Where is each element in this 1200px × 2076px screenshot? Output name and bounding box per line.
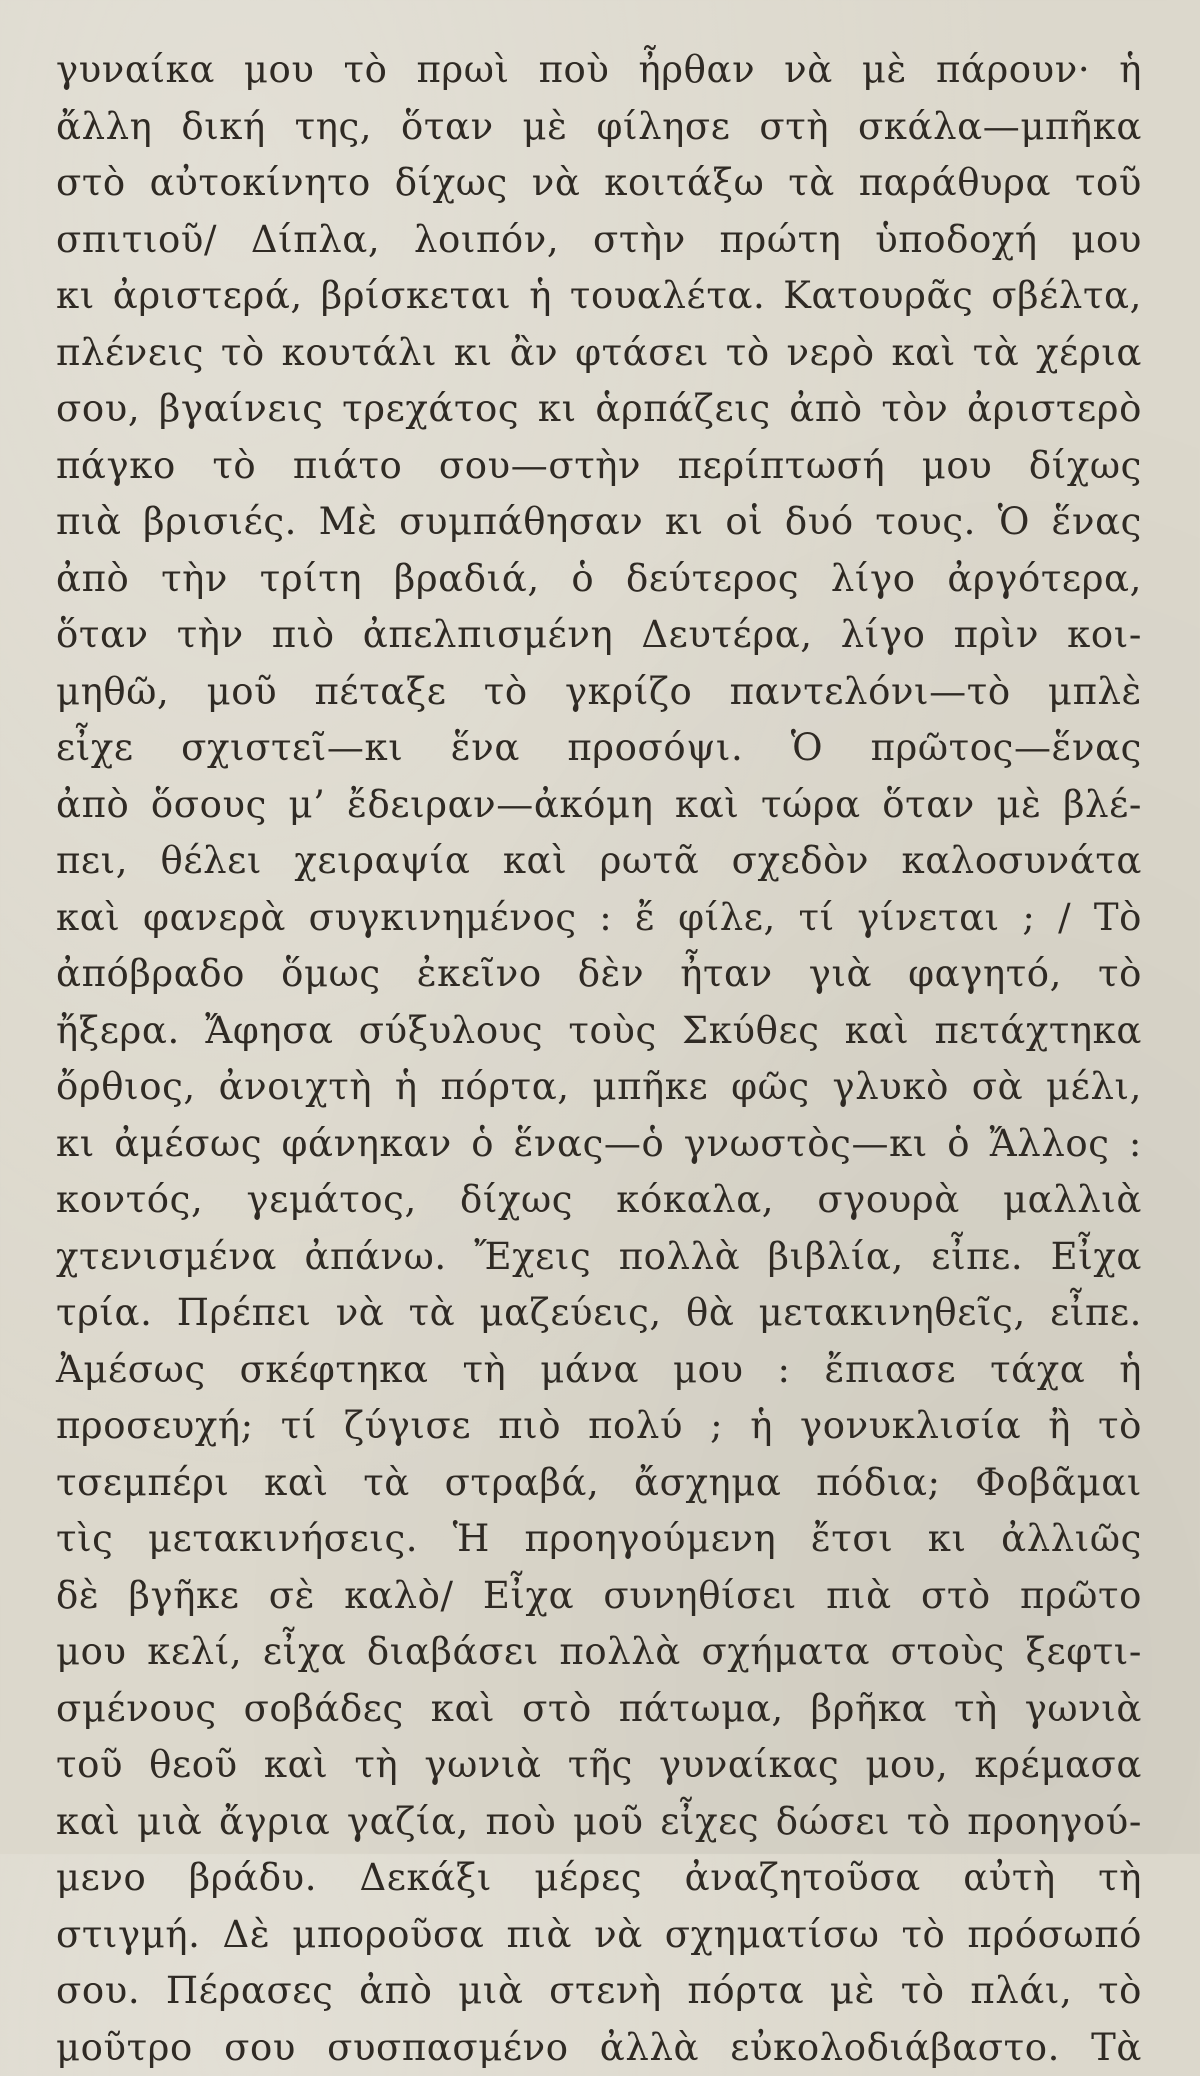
text-line-12: μηθῶ, μοῦ πέταξε τὸ γκρίζο παντελόνι—τὸ μπλὲ xyxy=(56,664,1142,721)
text-line-11: ὅταν τὴν πιὸ ἀπελπισμένη Δευτέρα, λίγο πρὶν κοι- xyxy=(56,607,1142,664)
text-line-31: τοῦ θεοῦ καὶ τὴ γωνιὰ τῆς γυναίκας μου, κρέμασα xyxy=(56,1737,1142,1794)
text-line-27: τὶς μετακινήσεις. Ἡ προηγούμενη ἔτσι κι ἀλλιῶς xyxy=(56,1511,1142,1568)
text-line-19: ὄρθιος, ἀνοιχτὴ ἡ πόρτα, μπῆκε φῶς γλυκὸ σὰ μέλι, xyxy=(56,1059,1142,1116)
text-line-20: κι ἀμέσως φάνηκαν ὁ ἕνας—ὁ γνωστὸς—κι ὁ Ἄλλος : xyxy=(56,1116,1142,1173)
text-line-10: ἀπὸ τὴν τρίτη βραδιά, ὁ δεύτερος λίγο ἀργότερα, xyxy=(56,551,1142,608)
text-line-7: σου, βγαίνεις τρεχάτος κι ἁρπάζεις ἀπὸ τὸν ἀριστερὸ xyxy=(56,381,1142,438)
text-line-33: μενο βράδυ. Δεκάξι μέρες ἀναζητοῦσα αὐτὴ τὴ xyxy=(56,1850,1142,1907)
text-line-1: γυναίκα μου τὸ πρωὶ ποὺ ἦρθαν νὰ μὲ πάρουν· ἡ xyxy=(56,42,1142,99)
text-line-16: καὶ φανερὰ συγκινημένος : ἔ φίλε, τί γίνεται ; / Τὸ xyxy=(56,890,1142,947)
page-text xyxy=(56,42,1142,2076)
text-line-32: καὶ μιὰ ἄγρια γαζία, ποὺ μοῦ εἶχες δώσει τὸ προηγού- xyxy=(56,1794,1142,1851)
text-line-15: πει, θέλει χειραψία καὶ ρωτᾶ σχεδὸν καλοσυνάτα xyxy=(56,833,1142,890)
text-line-2: ἄλλη δική της, ὅταν μὲ φίλησε στὴ σκάλα—μπῆκα xyxy=(56,99,1142,156)
text-line-8: πάγκο τὸ πιάτο σου—στὴν περίπτωσή μου δίχως xyxy=(56,438,1142,495)
text-line-25: προσευχή; τί ζύγισε πιὸ πολύ ; ἡ γονυκλισία ἢ τὸ xyxy=(56,1398,1142,1455)
text-line-18: ἤξερα. Ἄφησα σύξυλους τοὺς Σκύθες καὶ πετάχτηκα xyxy=(56,1003,1142,1060)
text-line-34: στιγμή. Δὲ μποροῦσα πιὰ νὰ σχηματίσω τὸ πρόσωπό xyxy=(56,1907,1142,1964)
text-line-30: σμένους σοβάδες καὶ στὸ πάτωμα, βρῆκα τὴ γωνιὰ xyxy=(56,1681,1142,1738)
text-line-3: στὸ αὐτοκίνητο δίχως νὰ κοιτάξω τὰ παράθυρα τοῦ xyxy=(56,155,1142,212)
text-line-23: τρία. Πρέπει νὰ τὰ μαζεύεις, θὰ μετακινηθεῖς, εἶπε. xyxy=(56,1285,1142,1342)
text-line-17: ἀπόβραδο ὅμως ἐκεῖνο δὲν ἦταν γιὰ φαγητό, τὸ xyxy=(56,946,1142,1003)
text-line-28: δὲ βγῆκε σὲ καλὸ/ Εἶχα συνηθίσει πιὰ στὸ πρῶτο xyxy=(56,1568,1142,1625)
text-line-24: Ἀμέσως σκέφτηκα τὴ μάνα μου : ἔπιασε τάχα ἡ xyxy=(56,1342,1142,1399)
text-line-14: ἀπὸ ὅσους μ’ ἔδειραν—ἀκόμη καὶ τώρα ὅταν μὲ βλέ- xyxy=(56,777,1142,834)
text-line-13: εἶχε σχιστεῖ—κι ἕνα προσόψι. Ὁ πρῶτος—ἕνας xyxy=(56,720,1142,777)
text-line-5: κι ἀριστερά, βρίσκεται ἡ τουαλέτα. Κατουρᾶς σβέλτα, xyxy=(56,268,1142,325)
text-line-4: σπιτιοῦ/ Δίπλα, λοιπόν, στὴν πρώτη ὑποδοχή μου xyxy=(56,212,1142,269)
text-line-36: μοῦτρο σου συσπασμένο ἀλλὰ εὐκολοδιάβαστο. Τὰ xyxy=(56,2020,1142,2076)
text-line-21: κοντός, γεμάτος, δίχως κόκαλα, σγουρὰ μαλλιὰ xyxy=(56,1172,1142,1229)
text-line-6: πλένεις τὸ κουτάλι κι ἂν φτάσει τὸ νερὸ καὶ τὰ χέρια xyxy=(56,325,1142,382)
text-line-9: πιὰ βρισιές. Μὲ συμπάθησαν κι οἱ δυό τους. Ὁ ἕνας xyxy=(56,494,1142,551)
text-line-29: μου κελί, εἶχα διαβάσει πολλὰ σχήματα στοὺς ξεφτι- xyxy=(56,1624,1142,1681)
text-line-22: χτενισμένα ἀπάνω. Ἔχεις πολλὰ βιβλία, εἶπε. Εἶχα xyxy=(56,1229,1142,1286)
text-line-26: τσεμπέρι καὶ τὰ στραβά, ἄσχημα πόδια; Φοβᾶμαι xyxy=(56,1455,1142,1512)
text-line-35: σου. Πέρασες ἀπὸ μιὰ στενὴ πόρτα μὲ τὸ πλάι, τὸ xyxy=(56,1963,1142,2020)
